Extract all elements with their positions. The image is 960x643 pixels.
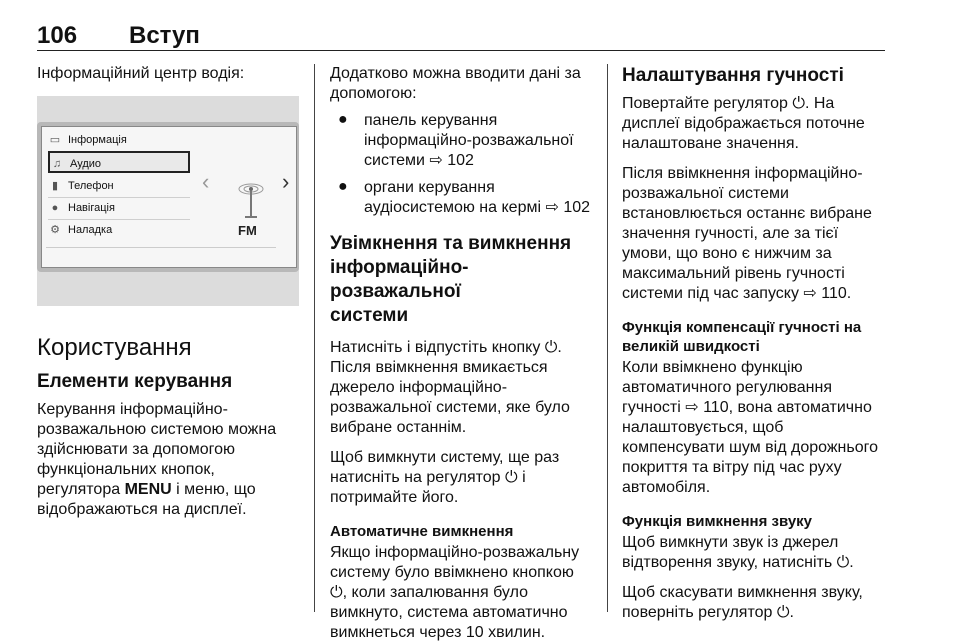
body-line: Додатково можна вводити дані за (330, 65, 581, 82)
subsection-heading: Функція компенсації гучності на (622, 319, 862, 336)
phone-icon: ▮ (51, 180, 59, 192)
page-title: Вступ (129, 22, 200, 49)
body-line: натисніть на регулятор ⏻ і (330, 469, 526, 486)
body-line: вимкнуто, система автоматично (330, 604, 568, 621)
body-line: аудіосистемою на кермі ⇨ 102 (364, 199, 591, 216)
body-line: налаштовується, щоб (622, 419, 784, 436)
menu-item-label: Аудио (70, 158, 102, 170)
menu-item-label: Інформація (68, 134, 127, 146)
body-line: максимальний рівень гучності (622, 265, 845, 282)
bullet-item (338, 111, 596, 171)
menu-key-label: MENU (124, 481, 172, 498)
body-line: джерело інформаційно- (330, 379, 508, 396)
body-line: Коли ввімкнено функцію (622, 359, 803, 376)
menu-item-navigation (48, 197, 190, 219)
body-line: автомобіля. (622, 479, 711, 496)
body-line: ⏻, коли запалювання було (330, 584, 528, 601)
source-label: FM (238, 223, 257, 238)
settings-icon: ⚙ (50, 224, 60, 236)
body-line: відображаються на дисплеї. (37, 501, 247, 518)
body-line: здійснювати за допомогою (37, 441, 235, 458)
screen-display (41, 126, 297, 268)
body-line: органи керування (364, 179, 495, 196)
chevron-left-icon: ‹ (202, 169, 210, 194)
body-line: вимкнеться через 10 хвилин. (330, 624, 546, 641)
column-1-lower (37, 334, 299, 520)
radio-tower-icon (236, 181, 266, 221)
menu-item-label: Телефон (68, 180, 114, 192)
body-text: і меню, що (171, 481, 256, 498)
body-text: регулятора (37, 481, 125, 498)
body-line: гучності ⇨ 110, вона автоматично (622, 399, 872, 416)
body-line: панель керування (364, 112, 498, 129)
navigation-icon: ● (51, 202, 59, 214)
body-line: Щоб скасувати вимкнення звуку, (622, 584, 863, 601)
body-line: Повертайте регулятор ⏻. На (622, 95, 835, 112)
body-line: Щоб вимкнути звук із джерел (622, 534, 839, 551)
menu-item-label: Наладка (68, 224, 113, 236)
subsection-heading: Елементи керування (37, 371, 233, 392)
page-header (37, 22, 885, 51)
body-line: інформаційно-розважальної (364, 132, 574, 149)
body-line: системи ⇨ 102 (364, 152, 474, 169)
heading-line: Увімкнення та вимкнення (330, 233, 572, 254)
section-heading (330, 232, 596, 328)
bullet-dot: ● (338, 178, 348, 195)
menu-item-info (48, 129, 190, 151)
column-1 (37, 64, 299, 84)
audio-icon: ♫ (52, 158, 62, 170)
body-line: Керування інформаційно- (37, 401, 228, 418)
menu-item-label: Навігація (68, 202, 115, 214)
body-line: Після ввімкнення інформаційно- (622, 165, 863, 182)
screen-bezel (37, 122, 299, 272)
subsection-heading: Автоматичне вимкнення (330, 523, 514, 540)
column-2 (330, 64, 596, 643)
info-icon: ▭ (49, 134, 61, 146)
body-line: автоматичного регулювання (622, 379, 832, 396)
body-line: встановлюється останнє вибране (622, 205, 872, 222)
body-line: Після ввімкнення вмикається (330, 359, 548, 376)
body-line: розважальної системи (622, 185, 789, 202)
body-line: вибране останнім. (330, 419, 467, 436)
section-heading: Налаштування гучності (622, 65, 844, 86)
body-line: поверніть регулятор ⏻. (622, 604, 794, 621)
body-line: Щоб вимкнути систему, ще раз (330, 449, 560, 466)
menu-item-phone (48, 175, 190, 197)
body-line: розважальною системою можна (37, 421, 277, 438)
subsection-heading: великій швидкості (622, 338, 760, 355)
page-number: 106 (37, 22, 78, 49)
infotainment-screen-image (37, 96, 299, 306)
body-line: потримайте його. (330, 489, 459, 506)
bullet-item (338, 178, 596, 218)
column-divider (607, 64, 608, 612)
column-3 (622, 64, 892, 623)
body-line: умови, що воно є нижчим за (622, 245, 832, 262)
body-line: допомогою: (330, 85, 417, 102)
body-line: розважальної системи, яке було (330, 399, 570, 416)
body-line: системи під час запуску ⇨ 110. (622, 285, 852, 302)
bullet-dot: ● (338, 111, 348, 128)
section-heading: Користування (37, 334, 192, 361)
body-line: Якщо інформаційно-розважальну (330, 544, 580, 561)
heading-line: інформаційно-розважальної (330, 257, 469, 302)
subsection-heading: Функція вимкнення звуку (622, 513, 813, 530)
intro-text: Інформаційний центр водія: (37, 65, 245, 82)
chevron-right-icon: › (282, 169, 290, 194)
column-divider (314, 64, 315, 612)
screen-bottom-bar (46, 247, 276, 266)
body-line: покриття та вітру під час руху (622, 459, 842, 476)
body-line: налаштоване значення. (622, 135, 799, 152)
menu-item-audio (48, 151, 190, 173)
body-line: значення гучності, але за тієї (622, 225, 839, 242)
menu-item-settings (48, 219, 190, 241)
body-line: відтворення звуку, натисніть ⏻. (622, 554, 854, 571)
body-line (37, 480, 299, 500)
body-line: функціональних кнопок, (37, 461, 215, 478)
body-line: компенсувати шум від дорожнього (622, 439, 878, 456)
heading-line: системи (330, 305, 409, 326)
body-line: систему було ввімкнено кнопкою (330, 564, 574, 581)
body-line: дисплеї відображається поточне (622, 115, 865, 132)
body-line: Натисніть і відпустіть кнопку ⏻. (330, 339, 562, 356)
